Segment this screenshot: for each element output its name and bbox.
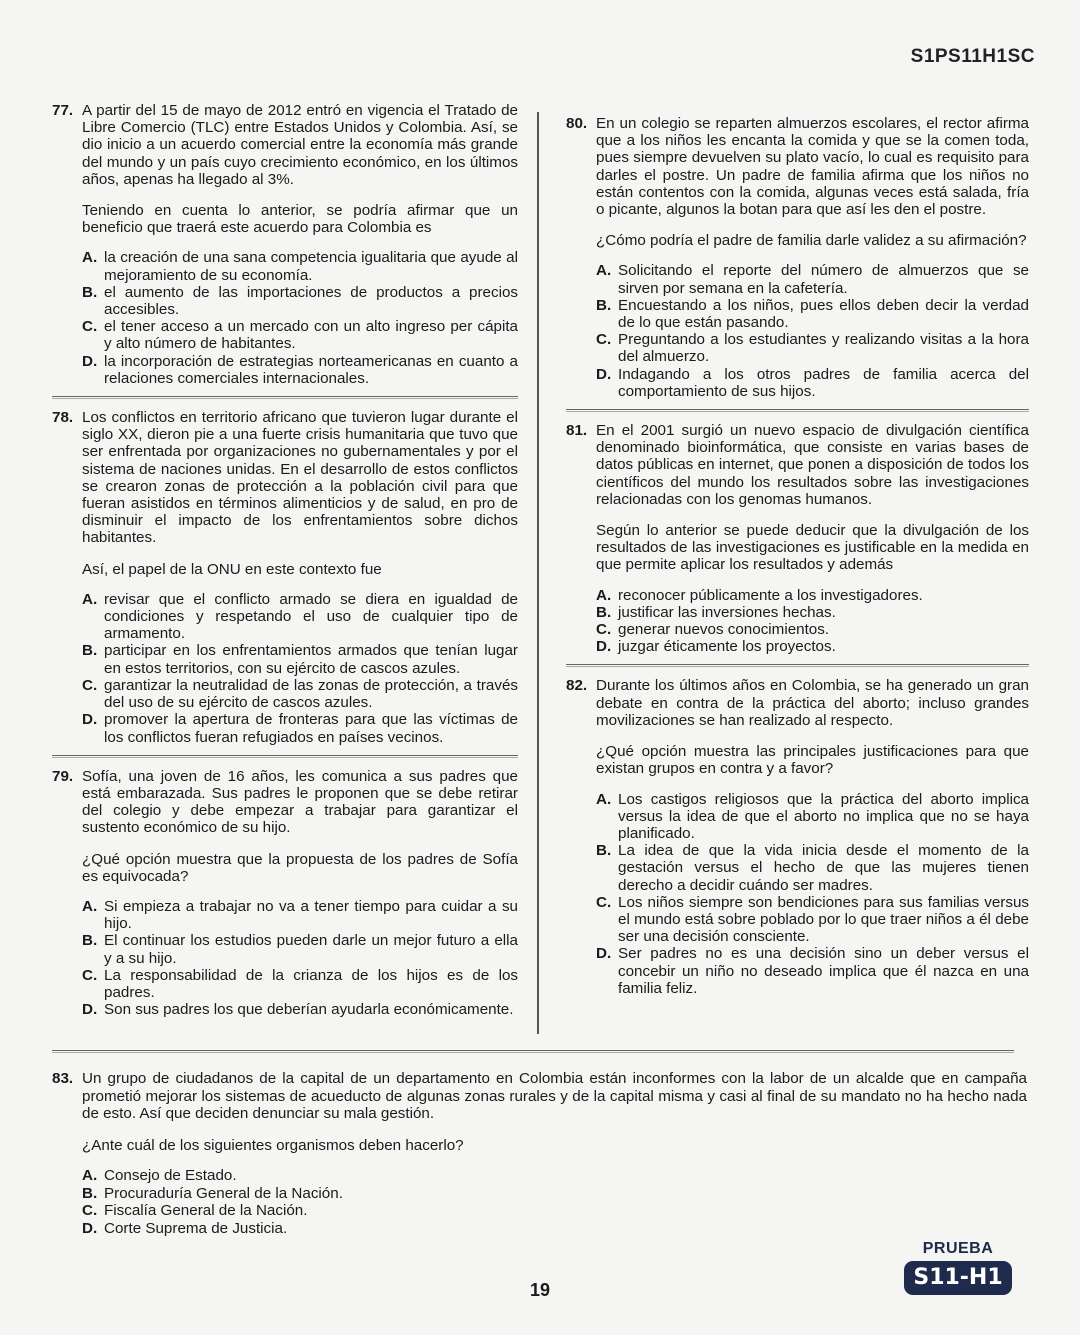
question-stem: Un grupo de ciudadanos de la capital de un departamento en Colombia están inconformes con la labor de un alcalde que en campaña prometió mejorar los sistemas de acueducto de algunas zonas rurales y de la capital misma y casi al final de su mandato no ha hecho nada de esto. Así que deciden denunciar su mala gestión.: [82, 1070, 1027, 1122]
question-78: [52, 409, 518, 746]
section-divider: [566, 664, 1029, 667]
question-79: [52, 768, 518, 1019]
option-letter: B.: [82, 1184, 98, 1202]
option-text: La responsabilidad de la crianza de los hijos es de los padres.: [104, 966, 518, 1001]
option-c[interactable]: [82, 1202, 1027, 1220]
option-text: reconocer públicamente a los investigadores.: [618, 586, 923, 604]
option-letter: A.: [82, 1167, 98, 1184]
option-text: Procuraduría General de la Nación.: [104, 1184, 343, 1202]
question-82: [566, 677, 1029, 996]
options-list: [566, 262, 1029, 400]
question-number: 77.: [52, 102, 74, 119]
option-c[interactable]: [596, 894, 1029, 946]
option-a[interactable]: [596, 262, 1029, 296]
option-letter: D.: [82, 711, 98, 729]
question-77: [52, 102, 518, 387]
section-divider: [566, 409, 1029, 412]
option-text: Los niños siempre son bendiciones para sus familias versus el mundo está sobre poblado por lo que traer niños a él debe ser una decisión consciente.: [618, 893, 1029, 946]
question-prompt: Según lo anterior se puede deducir que la divulgación de los resultados de las investigaciones es justificable en la medida en que permite aplicar los resultados y además: [596, 522, 1029, 574]
question-80: [566, 115, 1029, 400]
option-text: revisar que el conflicto armado se diera en igualdad de condiciones y respetando el uso de cualquier tipo de armamento.: [104, 590, 518, 643]
option-d[interactable]: [82, 1001, 518, 1018]
option-letter: B.: [596, 603, 612, 621]
option-letter: B.: [82, 642, 98, 660]
option-d[interactable]: [82, 711, 518, 745]
section-divider: [52, 396, 518, 399]
option-text: el aumento de las importaciones de productos a precios accesibles.: [104, 283, 518, 319]
option-text: Encuestando a los niños, pues ellos deben decir la verdad de lo que están pasando.: [618, 296, 1029, 332]
option-text: Indagando a los otros padres de familia acerca del comportamiento de sus hijos.: [618, 365, 1029, 400]
option-text: garantizar la neutralidad de las zonas de protección, a través del uso de su ejército de cascos azules.: [104, 676, 518, 712]
option-text: participar en los enfrentamientos armados que tenían lugar en estos territorios, con su ejército de cascos azules.: [104, 642, 518, 677]
option-letter: C.: [82, 966, 98, 984]
question-prompt: ¿Ante cuál de los siguientes organismos deben hacerlo?: [82, 1136, 464, 1154]
option-letter: B.: [596, 296, 612, 314]
right-column: [566, 115, 1029, 997]
badge-code: S11-H1: [904, 1261, 1012, 1295]
option-text: justificar las inversiones hechas.: [618, 603, 836, 621]
question-prompt: Teniendo en cuenta lo anterior, se podría afirmar que un beneficio que traerá este acuerdo para Colombia es: [82, 202, 518, 237]
option-text: Los castigos religiosos que la práctica del aborto implica versus la idea de que el aborto no implica que no se haya planificado.: [618, 790, 1029, 842]
option-text: el tener acceso a un mercado con un alto ingreso per cápita y alto número de habitantes.: [104, 318, 518, 353]
options-list: [52, 591, 518, 746]
option-c[interactable]: [596, 621, 1029, 638]
booklet-code: S1PS11H1SC: [910, 46, 1035, 67]
option-a[interactable]: [82, 1167, 1027, 1185]
question-stem: A partir del 15 de mayo de 2012 entró en vigencia el Tratado de Libre Comercio (TLC) entre Estados Unidos y Colombia. Así, se dio inicio a un acuerdo comercial entre la economía más grande del mundo y un país cuyo crecimiento económico, en los últimos años, apenas ha llegado al 3%.: [82, 102, 518, 188]
option-text: Corte Suprema de Justicia.: [104, 1219, 288, 1237]
option-text: Preguntando a los estudiantes y realizando visitas a la hora del almuerzo.: [618, 331, 1029, 366]
section-divider: [52, 1050, 1014, 1053]
option-letter: A.: [82, 590, 98, 608]
options-list: [52, 249, 518, 387]
question-number: 83.: [52, 1070, 74, 1087]
question-number: 78.: [52, 409, 74, 427]
option-text: generar nuevos conocimientos.: [618, 621, 830, 639]
page-number: 19: [529, 1280, 551, 1300]
option-b[interactable]: [596, 604, 1029, 621]
option-text: Fiscalía General de la Nación.: [104, 1202, 308, 1219]
question-stem: En un colegio se reparten almuerzos escolares, el rector afirma que a los niños les encanta la comida y que se la comen toda, pues siempre devuelven su plato vacío, lo cual es requisito para darles el postre. Un padre de familia afirma que los niños no están contentos con la comida, algunas veces está salada, fría o picante, algunos la botan para que así les den el postre.: [596, 115, 1029, 219]
option-a[interactable]: [82, 591, 518, 643]
option-d[interactable]: [82, 353, 518, 387]
option-text: Ser padres no es una decisión sino un deber versus el concebir un niño no deseado implica que él nazca en una familia feliz.: [618, 945, 1029, 997]
question-number: 81.: [566, 422, 588, 440]
question-prompt: ¿Qué opción muestra que la propuesta de los padres de Sofía es equivocada?: [82, 850, 518, 885]
full-width-section: [52, 1070, 1027, 1237]
question-number: 79.: [52, 767, 74, 785]
question-stem: En el 2001 surgió un nuevo espacio de divulgación científica denominado bioinformática, que consiste en varias bases de datos públicas en internet, que ponen a disposición de todos los científicos del mundo los resultados sobre las investigaciones relacionadas con los genomas humanos.: [596, 422, 1029, 508]
option-text: Consejo de Estado.: [104, 1167, 237, 1184]
option-a[interactable]: [596, 791, 1029, 843]
option-d[interactable]: [596, 366, 1029, 400]
option-d[interactable]: [596, 638, 1029, 655]
option-c[interactable]: [82, 967, 518, 1001]
option-text: La idea de que la vida inicia desde el momento de la gestación versus el hecho de que las mujeres tienen derecho a decidir cuándo ser madres.: [618, 842, 1029, 894]
badge-label: PRUEBA: [922, 1240, 994, 1257]
column-divider: [537, 112, 539, 1034]
option-letter: D.: [82, 352, 98, 370]
question-prompt: ¿Qué opción muestra las principales justificaciones para que existan grupos en contra y a favor?: [596, 743, 1029, 778]
question-prompt: ¿Cómo podría el padre de familia darle validez a su afirmación?: [596, 232, 1027, 250]
options-list: [566, 587, 1029, 656]
option-letter: B.: [596, 842, 612, 860]
option-letter: D.: [596, 945, 612, 963]
options-list: [566, 791, 1029, 997]
option-letter: B.: [82, 932, 98, 950]
options-list: [52, 898, 518, 1018]
option-d[interactable]: [82, 1220, 1027, 1238]
question-stem: Sofía, una joven de 16 años, les comunica a sus padres que está embarazada. Sus padres le proponen que se debe retirar del colegio y debe empezar a trabajar para garantizar el sustento económico de su hijo.: [82, 767, 518, 837]
option-b[interactable]: [82, 642, 518, 676]
option-text: la incorporación de estrategias norteamericanas en cuanto a relaciones comerciales internacionales.: [104, 352, 518, 387]
option-c[interactable]: [82, 677, 518, 711]
option-b[interactable]: [82, 1185, 1027, 1203]
option-c[interactable]: [82, 318, 518, 352]
option-letter: A.: [82, 897, 98, 915]
option-letter: C.: [82, 318, 98, 336]
option-c[interactable]: [596, 331, 1029, 365]
option-a[interactable]: [82, 249, 518, 283]
option-letter: A.: [596, 586, 612, 604]
test-badge: [904, 1240, 1012, 1295]
option-text: Solicitando el reporte del número de almuerzos que se sirven por semana en la cafetería.: [618, 262, 1029, 297]
options-list: [52, 1167, 1027, 1237]
option-letter: D.: [596, 638, 612, 656]
option-b[interactable]: [82, 932, 518, 966]
section-divider: [52, 755, 518, 758]
option-text: Si empieza a trabajar no va a tener tiempo para cuidar a su hijo.: [104, 897, 518, 933]
option-text: promover la apertura de fronteras para que las víctimas de los conflictos fueran refugiados en países vecinos.: [104, 711, 518, 746]
option-text: juzgar éticamente los proyectos.: [618, 638, 836, 656]
option-letter: A.: [82, 249, 98, 267]
option-letter: D.: [596, 365, 612, 383]
question-prompt: Así, el papel de la ONU en este contexto fue: [82, 560, 382, 578]
option-letter: C.: [596, 893, 612, 911]
option-b[interactable]: [596, 842, 1029, 894]
question-stem: Durante los últimos años en Colombia, se ha generado un gran debate en contra de la práctica del aborto; incluso grandes movilizaciones se han realizado al respecto.: [596, 677, 1029, 729]
option-letter: C.: [82, 1202, 98, 1219]
option-letter: A.: [596, 790, 612, 808]
option-d[interactable]: [596, 945, 1029, 997]
option-letter: C.: [596, 331, 612, 349]
option-letter: C.: [596, 621, 612, 639]
option-text: El continuar los estudios pueden darle un mejor futuro a ella y a su hijo.: [104, 932, 518, 967]
option-text: la creación de una sana competencia igualitaria que ayude al mejoramiento de su economía.: [104, 249, 518, 284]
option-b[interactable]: [596, 297, 1029, 331]
left-column: [52, 102, 518, 1018]
option-letter: D.: [82, 1219, 98, 1237]
option-letter: A.: [596, 262, 612, 280]
option-letter: C.: [82, 676, 98, 694]
option-b[interactable]: [82, 284, 518, 318]
option-text: Son sus padres los que deberían ayudarla económicamente.: [104, 1001, 514, 1019]
question-number: 82.: [566, 677, 588, 695]
option-letter: B.: [82, 283, 98, 301]
question-83: [52, 1070, 1027, 1237]
question-stem: Los conflictos en territorio africano que tuvieron lugar durante el siglo XX, dieron pie a una fuerte crisis humanitaria que tuvo que ser enfrentada por organizaciones no gubernamentales y por el sistema de naciones unidas. En el desarrollo de estos conflictos se crearon zonas de protección a la población civil para que fueran asistidos en términos alimenticios y de salud, en pro de disminuir el impacto de los enfrentamientos sobre dichos habitantes.: [82, 409, 518, 547]
option-letter: D.: [82, 1001, 98, 1019]
question-81: [566, 422, 1029, 655]
option-a[interactable]: [596, 587, 1029, 604]
option-a[interactable]: [82, 898, 518, 932]
question-number: 80.: [566, 115, 588, 132]
